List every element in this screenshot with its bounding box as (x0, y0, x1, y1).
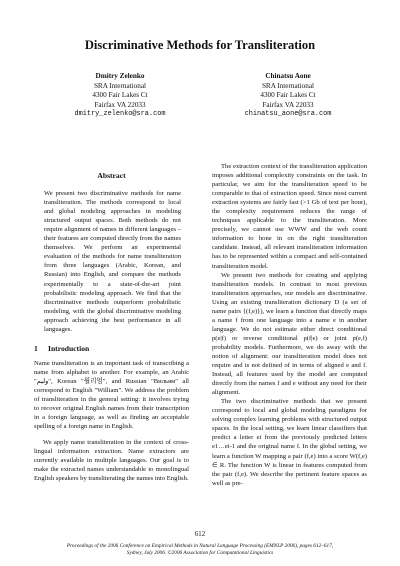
author-name: Chinatsu Aone (265, 72, 311, 80)
page-number: 612 (194, 531, 206, 538)
section-heading (34, 344, 189, 353)
abstract-text: We present two discriminative methods for name transliteration. The methods correspond to local and global modeling approaches in modeling structured output spaces. Both methods do not require alignment of names in different languages – their features are computed directly from the names themselves. We perform an experimental evaluation of the methods for name transliteration from three languages (Arabic, Korean, and Russian) into English, and compare the methods experimentally to a state-of-the-art joint probabilistic modeling approach. We find that the discriminative methods outperform probabilistic modeling, with the global discriminative modeling approach achieving the best performance in all languages. (44, 190, 181, 333)
paper-title: Discriminative Methods for Transliteration (84, 38, 316, 52)
footer-line-2: Sydney, July 2006. ©2006 Association for Computational Linguistics (126, 550, 274, 556)
author-city: Fairfax VA 22033 (262, 100, 314, 109)
author-block-2 (208, 72, 368, 120)
footer-line-1: Proceedings of the 2006 Conference on Empirical Methods in Natural Language Processing (EMNLP 2006), pages 612–617, (66, 543, 334, 549)
author-address: 4300 Fair Lakes Ct (92, 91, 148, 100)
proceedings-footer (30, 543, 370, 557)
author-block-1 (40, 72, 200, 120)
author-org: SRA International (261, 81, 315, 90)
body-paragraph-1: The extraction context of the transliteration application imposes additional complexity constraints on the task. In particular, we aim for the transliteration speed to be comparable to that of extraction speed. Since most current extraction systems are fairly fast (>1 Gb of text per hour), the complexity requirement reduces the range of techniques applicable to the transliteration. More precisely, we cannot use WWW and the web count information to hone in on the right transliteration candidate. Instead, all relevant transliteration information has to be represented within a compact and self-contained transliteration model. (212, 163, 367, 270)
author-org: SRA International (93, 81, 147, 90)
left-column (34, 162, 189, 483)
body-paragraph-2: We present two methods for creating and applying transliteration models. In contrast to most previous transliteration approaches, our models are discriminative. Using an existing transliteration dictionary D (a set of name pairs {(f,e)}), we learn a function that directly maps a name f from one language into a name e in another language. We do not estimate either direct conditional p(e|f) or reverse conditional p(f|e) or joint p(e,f) probability models. Furthermore, we do away with the notion of alignment: our transliteration model does not require and is not defined of in terms of aligned e and f. Instead, all features used by the model are computed directly from the names f and e without any need for their alignment. (212, 271, 367, 397)
intro-paragraph-2: We apply name transliteration in the context of cross-lingual information extraction. Name extractors are currently available in multiple languages. Our goal is to make the extracted names understandable to monolingual English speakers by transliterating the names into English. (34, 439, 189, 483)
body-paragraph-3: The two discriminative methods that we present correspond to local and global modeling paradigms for solving complex learning problems with structured output spaces. In the local setting, we learn linear classifiers that predict a letter ei from the previously predicted letters e1…ei-1 and the original name f. In the global setting, we learn a function W mapping a pair (f,e) into a score W(f,e) ∈ R. The function W is linear in features computed from the pair (f,e). We describe the pertinent feature spaces as well as pre- (212, 398, 367, 487)
section-title: Introduction (48, 343, 90, 353)
author-address: 4300 Fair Lakes Ct (260, 91, 316, 100)
abstract-heading: Abstract (97, 171, 126, 180)
author-email: dmitry_zelenko@sra.com (74, 110, 166, 119)
intro-paragraph-1: Name transliteration is an important task of transcribing a name from alphabet to another. For example, an Arabic "وليم", Korean "윌리엄", and Russian "Вильям" all correspond to English "William". We address the problem of transliteration in the general setting: it involves trying to recover original English names from their transcription in a foreign language, as well as finding an acceptable spelling of a foreign name in English. (34, 359, 189, 431)
author-email: chinatsu_aone@sra.com (244, 110, 332, 119)
author-city: Fairfax VA 22033 (94, 100, 146, 109)
section-number: 1 (34, 343, 38, 353)
author-name: Dmitry Zelenko (95, 72, 145, 80)
right-column (212, 162, 367, 488)
